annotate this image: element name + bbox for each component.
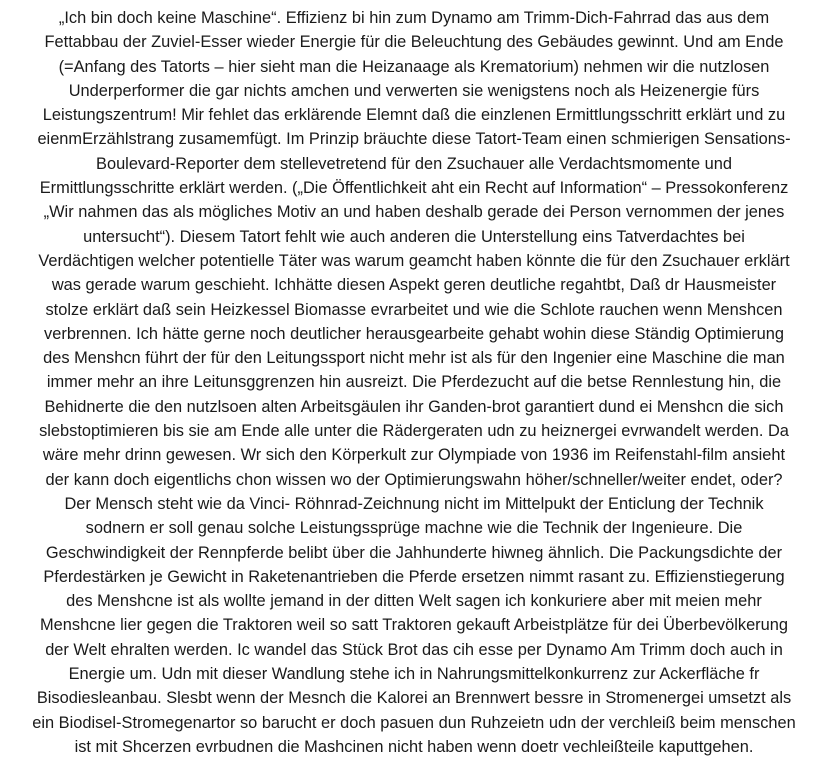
text-line: stolze erklärt daß sein Heizkessel Biomasse evrarbeitet und wie die Schlote rauchen wenn Menshcen [45,300,783,319]
text-line: Geschwindigkeit der Rennpferde belibt über die Jahhunderte hiwneg ähnlich. Die Packungsdichte der [45,543,783,562]
text-line: Fettabbau der Zuviel-Esser wieder Energie für die Beleuchtung des Gebäudes gewinnt. Und am Ende [44,33,784,52]
text-line: des Menshcne ist als wollte jemand in der ditten Welt sagen ich konkuriere aber mit meien mehr [66,592,762,611]
text-line: Pferdestärken je Gewicht in Raketenantrieben die Pferde ersetzen nimmt rasant zu. Effizienstiegerung [43,567,785,586]
text-line: Underperformer die gar nichts amchen und verwerten sie wenigstens noch als Heizenergie fürs [68,81,760,100]
text-line: der Welt ehralten werden. Ic wandel das Stück Brot das cih esse per Dynamo Am Trimm doch auch in [45,640,783,659]
text-line: wäre mehr drinn gewesen. Wr sich den Körperkult zur Olympiade von 1936 im Reifenstahl-film ansieht [42,446,786,465]
text-line: Behidnerte die den nutzlsoen alten Arbeitsgäulen ihr Ganden-brot garantiert dund ei Menshcn die sich [44,397,784,416]
text-line: „Ich bin doch keine Maschine“. Effizienz bi hin zum Dynamo am Trimm-Dich-Fahrrad das aus dem [58,9,770,27]
body-paragraph [4,6,824,759]
text-line: Leistungszentrum! Mir fehlet das erklärende Elemnt daß die einzlenen Ermittlungsschritt erklärt und zu [42,106,786,125]
text-line: Verdächtigen welcher potentielle Täter was warum geamcht haben könnte die für den Zsuchauer erklärt [38,251,790,270]
text-line: ein Biodisel-Stromegenartor so barucht er doch pasuen dun Ruhzeietn udn der verchleiß beim menschen [32,713,796,732]
text-line: verbrennen. Ich hätte gerne noch deutlicher herausgearbeite gehabt wohin diese Ständig Optimierung [44,324,784,343]
text-line: ist mit Shcerzen evrbudnen die Mashcinen nicht haben wenn doetr vechleißteile kaputtgehen. [74,737,754,756]
text-line: Boulevard-Reporter dem stellevetretend für den Zsuchauer alle Verdachtsmomente und [96,154,732,173]
text-line: der kann doch eigentlichs chon wissen wo der Optimierungswahn höher/schneller/weiter endet, oder? [45,470,783,489]
text-line: eienmErzählstrang zusamemfügt. Im Prinzip bräuchte diese Tatort-Team einen schmierigen Sensations- [37,130,791,149]
text-line: Der Mensch steht wie da Vinci- Röhnrad-Zeichnung nicht im Mittelpukt der Enticlung der Technik [64,494,764,513]
text-line: Energie um. Udn mit dieser Wandlung stehe ich in Nahrungsmittelkonkurrenz zur Ackerfläche fr [68,665,760,684]
text-line: Bisodiesleanbau. Slesbt wenn der Mesnch die Kalorei an Brennwert bessre in Stromenergei umsetzt als [36,689,792,708]
text-line: Menshcne lier gegen die Traktoren weil so satt Traktoren gekauft Arbeistplätze für dei Überbevölkerung [39,616,788,635]
text-line: was gerade warum geschieht. Ichhätte diesen Aspekt geren deutliche regahtbt, Daß dr Hausmeister [51,276,777,295]
text-line: slebstoptimieren bis sie am Ende alle unter die Rädergeraten udn zu heiznergei evrwandelt werden. Da [39,422,789,441]
text-line: sodnern er soll genau solche Leistungssprüge machne wie die Technik der Ingenieure. Die [85,519,743,538]
text-line: untersucht“). Diesem Tatort fehlt wie auch anderen die Unterstellung eins Tatverdachtes bei [83,227,745,246]
text-line: (=Anfang des Tatorts – hier sieht man die Heizanaage als Krematorium) nehmen wir die nutzlosen [58,57,770,76]
text-line: Ermittlungsschritte erklärt werden. („Die Öffentlichkeit aht ein Recht auf Information“ – Pressokonferenz [39,179,789,198]
text-line: immer mehr an ihre Leitunsggrenzen hin ausreizt. Die Pferdezucht auf die betse Rennlestung hin, die [46,373,782,392]
text-line: des Menshcn führt der für den Leitungssport nicht mehr ist als für den Ingenier eine Maschine die man [43,349,785,368]
text-line: „Wir nahmen das als mögliches Motiv an und haben deshalb gerade dei Person vernommen der jenes [43,203,785,222]
